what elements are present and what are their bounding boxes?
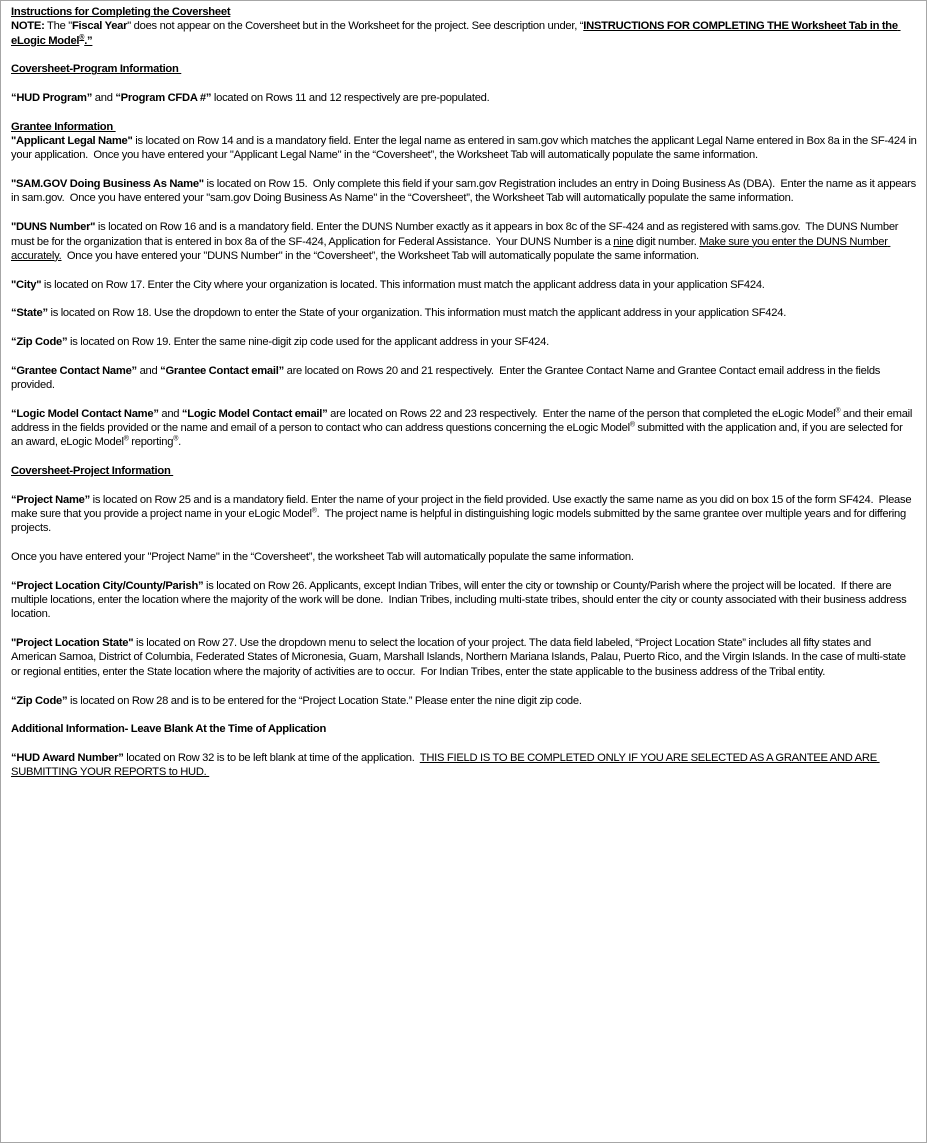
heading-coversheet-project-information bbox=[11, 464, 917, 478]
text-run: ® bbox=[629, 421, 635, 429]
para-project-location-city-county-parish bbox=[11, 579, 917, 622]
text-run: digit number. bbox=[633, 235, 700, 248]
text-run: and bbox=[92, 92, 116, 105]
text-run: ® bbox=[123, 435, 129, 443]
text-run: INSTRUCTIONS FOR COMPLETING THE Worksheet Tab in the eLogic Model bbox=[11, 20, 901, 47]
para-city bbox=[11, 278, 917, 292]
text-run: Make sure you enter the DUNS Number accurately. bbox=[11, 235, 891, 262]
text-run: is located on Row 27. Use the dropdown menu to select the location of your project. The data field labeled, “Project Location State” includes all fifty states and American Samoa, District of Columbia, Federated States of Micronesia, Guam, Marshall Islands, Northern Mariana Islands, Palau, Puerto Rico, and the Virgin Islands. In the case of multi-state or regional entities, enter the State location where the majority of activities are to occur. For Indian Tribes, enter the state applicable to the business address of the Tribal entity. bbox=[11, 637, 909, 678]
text-run: “Program CFDA #” bbox=[115, 92, 212, 105]
text-run: and bbox=[136, 364, 161, 377]
text-run: Once you have entered your "DUNS Number" in the “Coversheet”, the Worksheet Tab will automatically populate the same information. bbox=[61, 249, 699, 262]
text-run: is located on Row 15. Only complete this field if your sam.gov Registration includes an entry in Doing Business As (DBA). Enter the name as it appears in sam.gov. Once you have entered your "sam.gov Doing Business As Name" in the “Coversheet”, the Worksheet Tab will automatically populate the same information. bbox=[11, 178, 919, 205]
text-run: is located on Row 19. Enter the same nine-digit zip code used for the applicant address in your SF424. bbox=[67, 335, 549, 348]
text-run: are located on Rows 22 and 23 respectively. Enter the name of the person that completed the eLogic Model bbox=[327, 407, 836, 420]
text-run: “Grantee Contact Name” bbox=[11, 364, 137, 377]
text-run: Instructions for Completing the Coversheet bbox=[11, 6, 231, 18]
text-run: nine bbox=[613, 235, 634, 248]
text-run: ® bbox=[311, 507, 317, 515]
text-run: “Logic Model Contact Name” bbox=[11, 407, 159, 420]
text-run: Fiscal Year bbox=[71, 20, 128, 33]
text-run: is located on Row 25 and is a mandatory field. Enter the name of your project in the field provided. Use exactly the same name as you did on box 15 of the form SF424. Please make sure that you provide a project name in your eLogic Model bbox=[11, 493, 915, 521]
text-run: Coversheet-Program Information bbox=[11, 63, 182, 76]
text-run: are located on Rows 20 and 21 respectively. Enter the Grantee Contact Name and Grantee Contact email address in the fields provided. bbox=[11, 364, 883, 391]
para-zip-code-project bbox=[11, 694, 917, 708]
para-grantee-contact bbox=[11, 364, 917, 393]
text-run: located on Rows 11 and 12 respectively are pre-populated. bbox=[211, 92, 490, 105]
text-run: Grantee Information bbox=[11, 120, 116, 133]
para-state bbox=[11, 306, 917, 320]
text-run: is located on Row 28 and is to be entered for the “Project Location State.” Please enter the nine digit zip code. bbox=[67, 694, 582, 707]
text-run: . bbox=[178, 436, 181, 449]
text-run: "City" bbox=[11, 278, 42, 291]
text-run: ® bbox=[79, 33, 85, 41]
text-run: .” bbox=[84, 34, 93, 47]
para-project-name-populate bbox=[11, 550, 917, 564]
text-run: reporting bbox=[128, 436, 174, 449]
document-content bbox=[11, 5, 920, 780]
title-instructions-coversheet bbox=[11, 5, 917, 19]
text-run: NOTE: bbox=[11, 20, 45, 33]
text-run: “State” bbox=[11, 307, 48, 320]
para-project-location-state bbox=[11, 636, 917, 679]
text-run: The " bbox=[44, 20, 72, 33]
para-project-name bbox=[11, 493, 917, 536]
para-zip-code-grantee bbox=[11, 335, 917, 349]
text-run: “Project Name” bbox=[11, 493, 90, 506]
para-applicant-legal-name bbox=[11, 134, 920, 163]
text-run: and bbox=[158, 407, 182, 420]
para-duns-number bbox=[11, 220, 917, 263]
text-run: ® bbox=[173, 435, 179, 443]
text-run: Additional Information- Leave Blank At the Time of Application bbox=[11, 723, 327, 736]
text-run: “Grantee Contact email” bbox=[160, 364, 284, 377]
text-run: "Project Location State" bbox=[11, 637, 134, 650]
para-hud-award-number bbox=[11, 751, 917, 780]
para-hud-program-cfda bbox=[11, 91, 917, 105]
text-run: . The project name is helpful in distinguishing logic models submitted by the same grantee over multiple years and for differing projects. bbox=[11, 508, 909, 535]
para-logic-model-contact bbox=[11, 407, 917, 450]
para-sam-gov-doing-business-as bbox=[11, 177, 917, 206]
heading-coversheet-program-information bbox=[11, 62, 917, 76]
text-run: " does not appear on the Coversheet but in the Worksheet for the project. See description under, “ bbox=[127, 20, 584, 33]
text-run: Coversheet-Project Information bbox=[11, 465, 174, 477]
text-run: ® bbox=[835, 406, 841, 414]
text-run: is located on Row 26. Applicants, except Indian Tribes, will enter the city or township or County/Parish where the project will be located. If there are multiple locations, enter the location where the majority of the work will be done. Indian Tribes, including multi-state tribes, should enter the city or county associated with their business address location. bbox=[11, 579, 910, 621]
text-run: “HUD Program” bbox=[11, 92, 93, 105]
text-run: “Zip Code” bbox=[11, 335, 68, 348]
text-run: “Project Location City/County/Parish” bbox=[11, 579, 204, 592]
text-run: "SAM.GOV Doing Business As Name" bbox=[11, 178, 204, 191]
text-run: Once you have entered your "Project Name" in the “Coversheet”, the worksheet Tab will automatically populate the same information. bbox=[11, 551, 634, 564]
text-run: is located on Row 16 and is a mandatory field. Enter the DUNS Number exactly as it appears in box 8c of the SF-424 and as registered with sams.gov. The DUNS Number must be for the organization that is entered in box 8a of the SF-424, Application for Federal Assistance. Your DUNS Number is a bbox=[11, 221, 901, 248]
text-run: "Applicant Legal Name" bbox=[11, 135, 133, 148]
text-run: is located on Row 14 and is a mandatory field. Enter the legal name as entered in sam.gov which matches the applicant Legal Name entered in Box 8a in the SF-424 in your application. Once you have entered your "Applicant Legal Name" in the “Coversheet”, the Worksheet Tab will automatically populate the same information. bbox=[11, 135, 920, 162]
text-run: located on Row 32 is to be left blank at time of the application. bbox=[123, 751, 420, 764]
heading-additional-information bbox=[11, 722, 917, 736]
text-run: "DUNS Number" bbox=[11, 221, 96, 234]
note-fiscal-year bbox=[11, 19, 917, 48]
text-run: is located on Row 17. Enter the City where your organization is located. This information must match the applicant address data in your application SF424. bbox=[41, 278, 765, 291]
text-run: submitted with the application and, if you are selected for an award, eLogic Model bbox=[11, 421, 906, 449]
text-run: THIS FIELD IS TO BE COMPLETED ONLY IF YOU ARE SELECTED AS A GRANTEE AND ARE SUBMITTING YOUR REPORTS to HUD. bbox=[11, 751, 880, 779]
text-run: “Logic Model Contact email” bbox=[181, 407, 328, 420]
heading-grantee-information bbox=[11, 120, 917, 134]
text-run: is located on Row 18. Use the dropdown to enter the State of your organization. This information must match the applicant address in your application SF424. bbox=[47, 307, 787, 320]
text-run: “HUD Award Number” bbox=[11, 751, 124, 764]
text-run: and their email address in the fields provided or the name and email of a person to contact who can address questions concerning the eLogic Model bbox=[11, 407, 915, 434]
text-run: “Zip Code” bbox=[11, 694, 68, 707]
